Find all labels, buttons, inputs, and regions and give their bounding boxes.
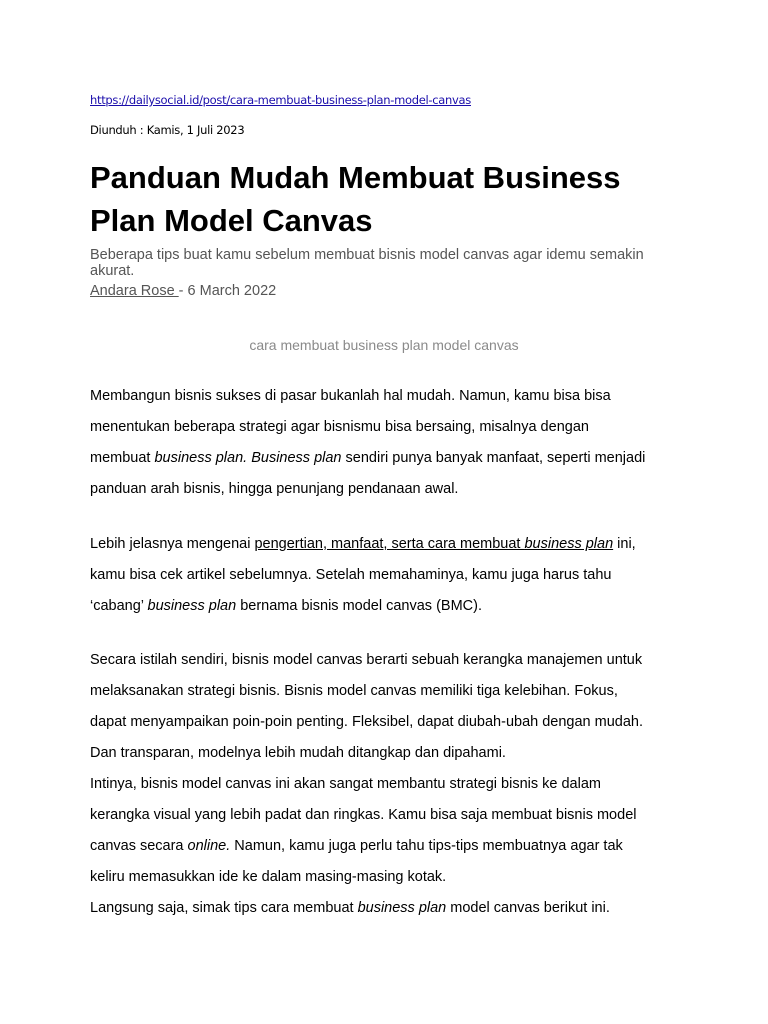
paragraph-2 bbox=[90, 529, 690, 622]
italic-term: business plan bbox=[147, 598, 237, 614]
source-url-link[interactable]: https://dailysocial.id/post/cara-membuat-business-plan-model-canvas bbox=[90, 93, 471, 107]
title-line-1: Panduan Mudah Membuat Business bbox=[90, 160, 621, 195]
related-article-link[interactable] bbox=[254, 536, 613, 552]
publish-date: - 6 March 2022 bbox=[178, 283, 277, 299]
text-run: Langsung saja, simak tips cara membuat bbox=[90, 900, 358, 916]
paragraph-line bbox=[90, 591, 690, 622]
paragraph-line bbox=[90, 443, 690, 474]
link-italic-term[interactable]: business plan bbox=[524, 536, 614, 552]
paragraph-line bbox=[90, 893, 690, 924]
paragraph-line: Intinya, bisnis model canvas ini akan sangat membantu strategi bisnis ke dalam bbox=[90, 776, 601, 792]
paragraph-line: melaksanakan strategi bisnis. Bisnis model canvas memiliki tiga kelebihan. Fokus, bbox=[90, 683, 618, 699]
text-run: ini, bbox=[613, 536, 636, 552]
text-run: Lebih jelasnya mengenai bbox=[90, 536, 255, 552]
paragraph-1 bbox=[90, 381, 690, 505]
article-byline bbox=[90, 282, 276, 300]
italic-term: business plan bbox=[357, 900, 447, 916]
download-date: Diunduh : Kamis, 1 Juli 2023 bbox=[90, 123, 245, 137]
link-text[interactable]: pengertian, manfaat, serta cara membuat bbox=[254, 536, 525, 552]
paragraph-3 bbox=[90, 645, 690, 924]
paragraph-line: Membangun bisnis sukses di pasar bukanlah hal mudah. Namun, kamu bisa bisa bbox=[90, 388, 611, 404]
author-link[interactable]: Andara Rose bbox=[90, 283, 179, 299]
title-line-2: Plan Model Canvas bbox=[90, 203, 373, 238]
paragraph-line: panduan arah bisnis, hingga penunjang pendanaan awal. bbox=[90, 481, 459, 497]
text-run: bernama bisnis model canvas (BMC). bbox=[236, 598, 482, 614]
paragraph-line bbox=[90, 831, 690, 862]
text-run: model canvas berikut ini. bbox=[446, 900, 610, 916]
image-caption: cara membuat business plan model canvas bbox=[249, 337, 519, 353]
paragraph-line: menentukan beberapa strategi agar bisnismu bisa bersaing, misalnya dengan bbox=[90, 419, 589, 435]
paragraph-line: keliru memasukkan ide ke dalam masing-masing kotak. bbox=[90, 869, 447, 885]
text-run: membuat bbox=[90, 450, 155, 466]
italic-term: business plan. Business plan bbox=[154, 450, 342, 466]
subtitle-line-1: Beberapa tips buat kamu sebelum membuat bisnis model canvas agar idemu semakin bbox=[90, 247, 644, 263]
paragraph-line: kamu bisa cek artikel sebelumnya. Setelah memahaminya, kamu juga harus tahu bbox=[90, 567, 612, 583]
article-title bbox=[90, 156, 690, 242]
paragraph-line: dapat menyampaikan poin-poin penting. Fleksibel, dapat diubah-ubah dengan mudah. bbox=[90, 714, 644, 730]
text-run: sendiri punya banyak manfaat, seperti menjadi bbox=[341, 450, 646, 466]
paragraph-line: kerangka visual yang lebih padat dan ringkas. Kamu bisa saja membuat bisnis model bbox=[90, 807, 637, 823]
article-subtitle bbox=[90, 247, 690, 279]
text-run: canvas secara bbox=[90, 838, 188, 854]
text-run: ‘cabang’ bbox=[90, 598, 148, 614]
paragraph-line: Secara istilah sendiri, bisnis model canvas berarti sebuah kerangka manajemen untuk bbox=[90, 652, 643, 668]
paragraph-line bbox=[90, 529, 690, 560]
italic-term: online. bbox=[187, 838, 231, 854]
paragraph-line: Dan transparan, modelnya lebih mudah ditangkap dan dipahami. bbox=[90, 745, 506, 761]
subtitle-line-2: akurat. bbox=[90, 263, 135, 279]
text-run: Namun, kamu juga perlu tahu tips-tips membuatnya agar tak bbox=[230, 838, 623, 854]
